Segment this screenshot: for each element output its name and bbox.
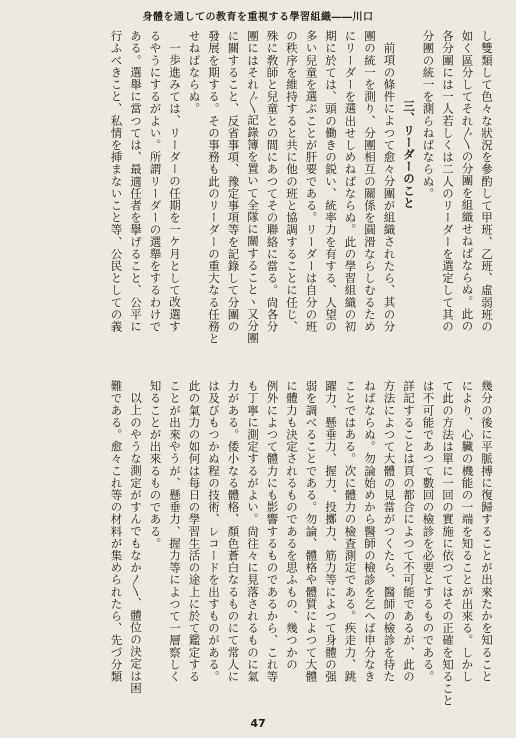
upper-text-line: せねばならぬ。 xyxy=(187,30,202,115)
upper-text-line: 分團の統一を測らねばならぬ。 xyxy=(421,30,436,200)
lower-text-line: 例外によつて體力にも影響するものであるから、これ等 xyxy=(265,380,280,683)
lower-text-line: 躍力、懸垂力、握力、投擲力、筋力等によつて身體の强 xyxy=(324,380,338,683)
upper-text-line: に關すること、反省事項、豫定事項等を記錄して分團の xyxy=(226,30,241,333)
lower-text-line: 難である。愈々これ等の材料が集められたら、先づ分類 xyxy=(109,380,124,683)
lower-text-line: 知ることが出來るものである。 xyxy=(148,380,163,550)
upper-text-block xyxy=(22,30,496,360)
page-number: 47 xyxy=(250,717,266,730)
upper-text-line: 多い兒童を選ぶことが肝要である。リーダーは自分の班 xyxy=(304,30,319,333)
lower-text-line: は不可能であつて數回の檢診を必要とするものである。 xyxy=(421,380,436,683)
lower-text-line: 此の氣力の如何は每日の學習生活の途上に於て鑑定する xyxy=(187,380,202,683)
upper-text-line: にリーダーを選出せしめねばならぬ。此の學習組織の初 xyxy=(343,30,358,333)
lower-text-line: ことが出來やうが、懸垂力、握力等によつて一層察しく xyxy=(168,380,182,683)
lower-text-line: 以上のやうな測定がすんでもなか〳〵、體位の決定は困 xyxy=(129,391,143,694)
lower-text-line: は及びもつかぬ程の技術、レコードを出すものがある。 xyxy=(207,380,221,683)
lower-text-line: 力がある。倭小なる體格、顏色蒼白なるものにて常人に xyxy=(226,380,241,683)
lower-text-line: ねばならぬ。勿論始めから醫師の檢診を乞へば申分なき xyxy=(363,380,377,683)
upper-text-line: ある。選舉に當つては、最適任者を擧げること、公平に xyxy=(129,30,143,333)
upper-text-line: 行ふべきこと、私情を挿まないこと等、公民としての義 xyxy=(109,30,124,333)
upper-text-line: 如く區分してそれ〴〵の分團を組織せねばならぬ。此の xyxy=(460,30,475,332)
upper-text-line: 團にはそれ〴〵記錄簿を置いて全隊に關することヽ又分團 xyxy=(246,30,260,344)
upper-text-line: 期に於ては、頭の働きの鋭い、統率力を有する、人望の xyxy=(324,30,338,333)
lower-text-line: も丁寧に測定するがよい。尙往々に見落されるものに氣 xyxy=(246,380,260,683)
lower-text-line: ことではある。次に體力の檢査測定である。疾走力、跳 xyxy=(343,380,358,683)
lower-text-line: 方法によつて大體の見當がつくたら、醫師の檢診を待た xyxy=(382,380,397,683)
lower-text-line: に體力も決定されるものであるを思ふもの、幾つかの xyxy=(285,380,299,671)
running-head: 身體を通しての教育を重視する學習組織――川口 xyxy=(142,12,374,23)
lower-text-line: により、心臟の機能の一端を知ることが出來る。しかし xyxy=(460,380,475,683)
upper-text-line: るやうにするがよい。所謂リーダーの選舉をするわけで xyxy=(148,30,163,333)
upper-text-line: 一歩進みては、リーダーの任期を一ケ月として改選す xyxy=(168,41,182,332)
lower-text-block xyxy=(22,380,496,710)
upper-text-line: 團の統一を測り、分團相互の關係を圓滑ならしむるため xyxy=(363,30,377,333)
upper-text-line: 各分團には一人若しくは二人のリーダーを選定して其の xyxy=(441,30,455,333)
lower-text-line: 弱を調べることである。勿論、體格や體質によつて大體 xyxy=(304,380,319,683)
section-heading: 三、リーダーのこと xyxy=(402,100,416,209)
lower-text-line: 幾分の後に平脈搏に復歸することが出來たかを知ること xyxy=(480,380,494,683)
upper-text-line: し雙類して色々な狀況を參酌して甲班、乙班、虛弱班の xyxy=(480,30,494,333)
upper-text-line: の秩序を維持すると共に他の班と協調することに任じ、 xyxy=(285,30,299,333)
lower-text-line: て此の方法は單に一回の實施に依つてはその正確を知ること xyxy=(441,380,455,707)
upper-text-line: 前項の條件によつて愈々分團が組織されたら、其の分 xyxy=(382,41,397,332)
upper-text-line: 發展を期する。その事務も此のリーダーの重大なる任務と xyxy=(207,30,221,345)
lower-text-line: 詳記することは頁の都合によつて不可能であるが、此の xyxy=(402,380,416,683)
upper-text-line: 殊に敎師と兒童との間にあつてその聯絡に當る。尙各分 xyxy=(265,30,280,333)
